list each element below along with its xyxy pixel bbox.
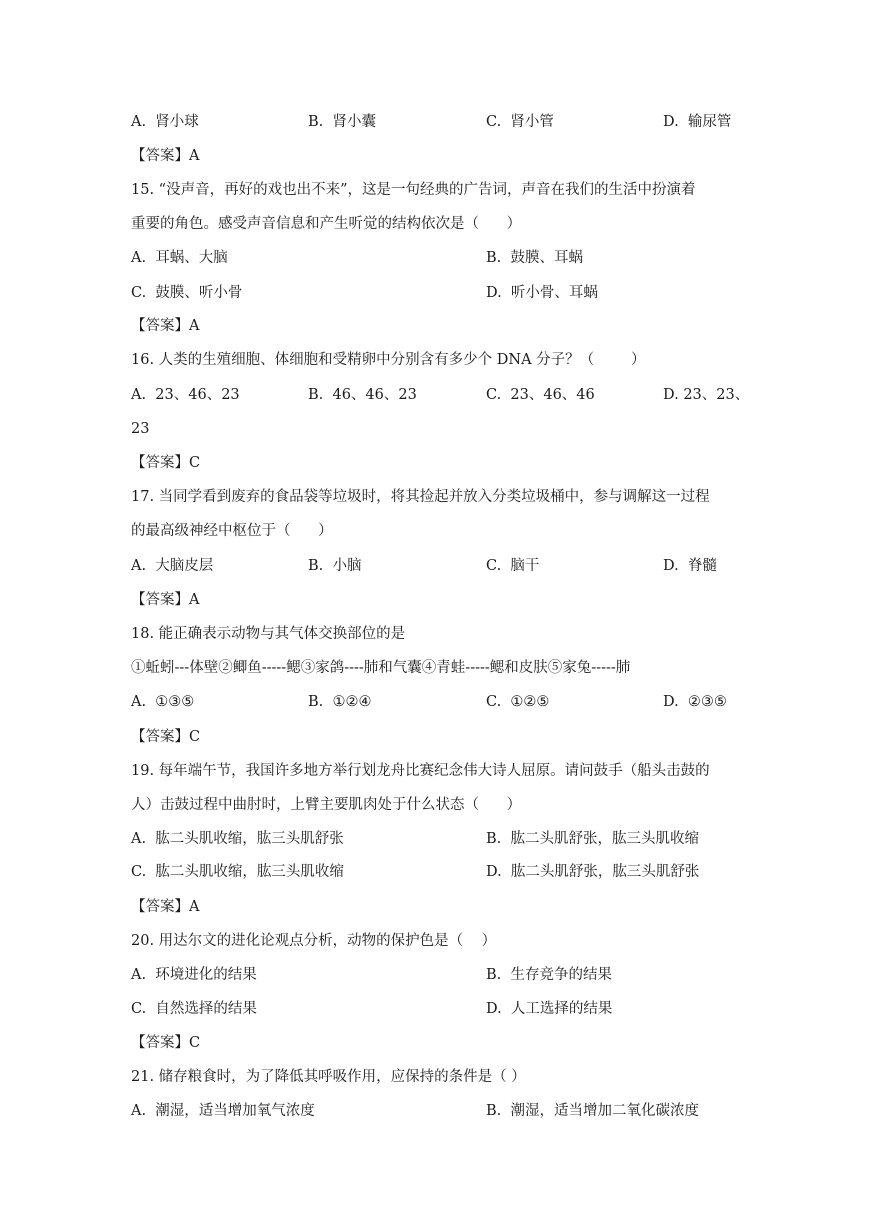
q15-option-c: C. 鼓膜、听小骨 bbox=[131, 285, 243, 301]
q14-option-a: A. 肾小球 bbox=[131, 114, 199, 130]
q21-option-a: A. 潮湿，适当增加氧气浓度 bbox=[131, 1103, 315, 1119]
q18-answer: 【答案】C bbox=[131, 729, 201, 745]
q14-option-b: B. 肾小囊 bbox=[308, 114, 376, 130]
q19-stem-line1: 19. 每年端午节，我国许多地方举行划龙舟比赛纪念伟大诗人屈原。请问鼓手（船头击鼓的 bbox=[131, 763, 710, 779]
q17-option-a: A. 大脑皮层 bbox=[131, 558, 214, 574]
q20-option-c: C. 自然选择的结果 bbox=[131, 1001, 257, 1017]
q14-answer: 【答案】A bbox=[131, 148, 200, 164]
q17-option-b: B. 小脑 bbox=[308, 558, 362, 574]
q15-option-d: D. 听小骨、耳蜗 bbox=[486, 285, 598, 301]
q19-option-c: C. 肱二头肌收缩，肱三头肌收缩 bbox=[131, 864, 344, 880]
q18-option-c: C. ①②⑤ bbox=[486, 694, 550, 710]
q16-answer: 【答案】C bbox=[131, 455, 201, 471]
q19-stem-line2: 人）击鼓过程中曲肘时，上臂主要肌肉处于什么状态（ ） bbox=[131, 797, 522, 813]
q14-option-c: C. 肾小管 bbox=[486, 114, 554, 130]
q21-option-b: B. 潮湿，适当增加二氧化碳浓度 bbox=[486, 1103, 699, 1119]
q18-option-d: D. ②③⑤ bbox=[663, 694, 727, 710]
q16-option-c: C. 23、46、46 bbox=[486, 387, 595, 403]
q17-stem-line1: 17. 当同学看到废弃的食品袋等垃圾时，将其捡起并放入分类垃圾桶中，参与调解这一过程 bbox=[131, 489, 710, 505]
q20-answer: 【答案】C bbox=[131, 1035, 201, 1051]
q16-option-b: B. 46、46、23 bbox=[308, 387, 417, 403]
q19-option-a: A. 肱二头肌收缩，肱三头肌舒张 bbox=[131, 831, 344, 847]
q20-option-b: B. 生存竞争的结果 bbox=[486, 967, 612, 983]
q15-option-a: A. 耳蜗、大脑 bbox=[131, 250, 228, 266]
q18-stem-line1: 18. 能正确表示动物与其气体交换部位的是 bbox=[131, 626, 406, 642]
q20-stem-line1: 20. 用达尔文的进化论观点分析，动物的保护色是（ ） bbox=[131, 933, 497, 949]
q20-option-a: A. 环境进化的结果 bbox=[131, 967, 257, 983]
q16-option-d: D. 23、23、 bbox=[663, 387, 750, 403]
q15-stem-line2: 重要的角色。感受声音信息和产生听觉的结构依次是（ ） bbox=[131, 216, 522, 232]
q14-option-d: D. 输尿管 bbox=[663, 114, 732, 130]
q15-option-b: B. 鼓膜、耳蜗 bbox=[486, 250, 583, 266]
q19-option-b: B. 肱二头肌舒张，肱三头肌收缩 bbox=[486, 831, 699, 847]
q18-option-a: A. ①③⑤ bbox=[131, 694, 195, 710]
q19-answer: 【答案】A bbox=[131, 899, 200, 915]
q15-stem-line1: 15. “没声音，再好的戏也出不来”，这是一句经典的广告词，声音在我们的生活中扮演着 bbox=[131, 182, 696, 198]
q17-stem-line2: 的最高级神经中枢位于（ ） bbox=[131, 523, 333, 539]
q21-stem-line1: 21. 储存粮食时，为了降低其呼吸作用，应保持的条件是（ ） bbox=[131, 1069, 526, 1085]
q16-option-d-wrap: 23 bbox=[131, 421, 150, 437]
q16-stem-line1: 16. 人类的生殖细胞、体细胞和受精卵中分别含有多少个 DNA 分子？（ ） bbox=[131, 352, 646, 368]
q17-option-d: D. 脊髓 bbox=[663, 558, 717, 574]
q15-answer: 【答案】A bbox=[131, 318, 200, 334]
q17-option-c: C. 脑干 bbox=[486, 558, 540, 574]
q17-answer: 【答案】A bbox=[131, 592, 200, 608]
q16-option-a: A. 23、46、23 bbox=[131, 387, 240, 403]
q19-option-d: D. 肱二头肌舒张，肱三头肌舒张 bbox=[486, 864, 700, 880]
q18-option-b: B. ①②④ bbox=[308, 694, 372, 710]
q20-option-d: D. 人工选择的结果 bbox=[486, 1001, 613, 1017]
q18-stem-line2: ①蚯蚓---体壁②鲫鱼-----鳃③家鸽----肺和气囊④青蛙-----鳃和皮肤⑤家兔-----肺 bbox=[131, 660, 631, 676]
